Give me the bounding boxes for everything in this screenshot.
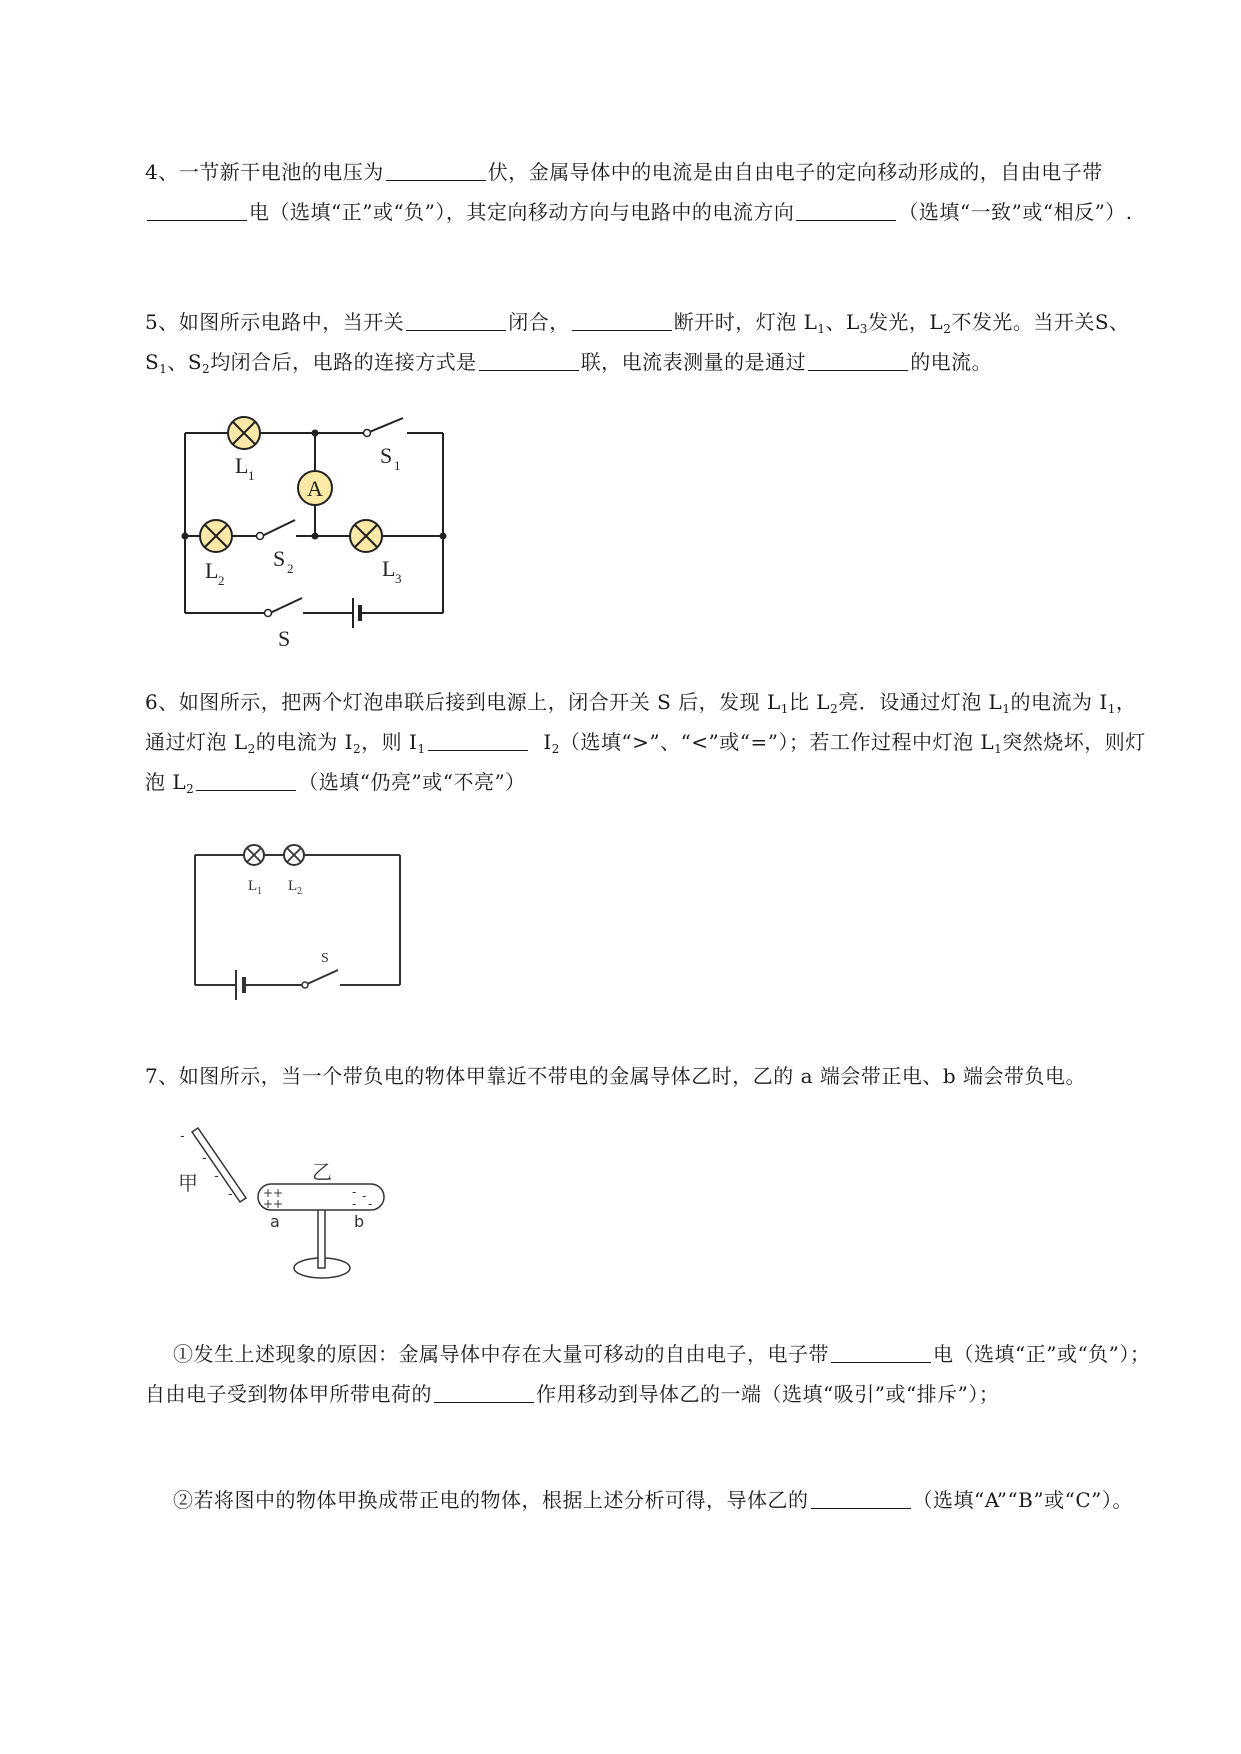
- label-l1: L: [248, 878, 258, 894]
- q7-part2-text: ②若将图中的物体甲换成带正电的物体，根据上述分析可得，导体乙的: [173, 1488, 809, 1512]
- answer-blank[interactable]: [811, 1488, 911, 1509]
- label-l2: L: [205, 558, 219, 583]
- q5-text: 不发光。当开关S、S: [145, 310, 1130, 374]
- q4-text-4: （选填“一致”或“相反”）.: [898, 200, 1133, 224]
- svg-text:A: A: [307, 476, 323, 501]
- label-l2: L: [288, 878, 298, 894]
- label-jia: 甲: [178, 1171, 198, 1195]
- q5-text: 的电流。: [910, 350, 993, 374]
- q6-text: 突然烧坏，则灯泡 L: [145, 730, 1146, 794]
- svg-text:-: -: [214, 1169, 219, 1184]
- label-s: S: [278, 626, 291, 648]
- svg-text:-: -: [180, 1129, 185, 1144]
- q5-text: 、S: [167, 350, 203, 374]
- q5-text: 联，电流表测量的是通过: [580, 350, 807, 374]
- answer-blank[interactable]: [196, 770, 296, 791]
- subscript: 1: [159, 362, 168, 376]
- q6-text: I: [543, 730, 552, 754]
- question-7-part-1: [145, 1334, 1155, 1414]
- subscript: 2: [353, 742, 362, 756]
- label-yi: 乙: [312, 1160, 332, 1184]
- svg-text:-: -: [362, 1189, 367, 1203]
- lamp-l3: [350, 520, 382, 552]
- lamp-l1: [228, 417, 260, 449]
- subscript: 2: [943, 322, 952, 336]
- answer-blank[interactable]: [428, 730, 528, 751]
- circuit-diagram-q6: [180, 835, 420, 1005]
- label-a: a: [270, 1212, 280, 1231]
- answer-blank[interactable]: [434, 1382, 534, 1403]
- lamp-l2: [284, 845, 304, 865]
- svg-text:-: -: [202, 1151, 207, 1166]
- q7-text: 7、如图所示，当一个带负电的物体甲靠近不带电的金属导体乙时，乙的 a 端会带正电、b 端会带负电。: [145, 1064, 1087, 1088]
- answer-blank[interactable]: [572, 310, 672, 331]
- q5-text: 、L: [825, 310, 860, 334]
- subscript: 1: [817, 322, 826, 336]
- svg-text:-: -: [352, 1185, 357, 1199]
- answer-blank[interactable]: [386, 160, 486, 181]
- subscript: 2: [247, 742, 256, 756]
- question-6: [145, 682, 1155, 802]
- q5-text: 断开时，灯泡 L: [673, 310, 818, 334]
- svg-text:-: -: [228, 1187, 233, 1202]
- subscript: 2: [202, 362, 211, 376]
- q6-text: 亮．设通过灯泡 L: [838, 690, 1003, 714]
- q6-text: 6、如图所示，把两个灯泡串联后接到电源上，闭合开关 S 后，发现 L: [145, 690, 781, 714]
- label-s2: S: [273, 546, 286, 571]
- label-sub: 1: [257, 886, 262, 897]
- label-s1: S: [380, 443, 393, 468]
- q7-part2-text: （选填“A”“B”或“C”）。: [912, 1488, 1133, 1512]
- svg-text:+: +: [273, 1186, 284, 1200]
- svg-text:+: +: [273, 1197, 284, 1211]
- lamp-l2: [200, 520, 232, 552]
- answer-blank[interactable]: [796, 200, 896, 221]
- subscript: 2: [830, 702, 839, 716]
- subscript: 1: [780, 702, 789, 716]
- q6-text: ，则 I: [361, 730, 418, 754]
- q6-text: ，通过灯泡 L: [145, 690, 1137, 754]
- label-sub: 3: [395, 571, 402, 586]
- subscript: 1: [417, 742, 426, 756]
- svg-text:+: +: [263, 1197, 274, 1211]
- label-sub: 2: [297, 886, 302, 897]
- q4-text-3: 电（选填“正”或“负”），其定向移动方向与电路中的电流方向: [249, 200, 795, 224]
- svg-text:+: +: [263, 1186, 274, 1200]
- q7-part1-text: ①发生上述现象的原因：金属导体中存在大量可移动的自由电子，电子带: [173, 1342, 829, 1366]
- q5-text: 5、如图所示电路中，当开关: [145, 310, 405, 334]
- q4-text-1: 4、一节新干电池的电压为: [145, 160, 384, 184]
- ammeter-icon: [298, 471, 332, 505]
- q7-part1-text: 电（选填“正”或“负”）；自由电子受到物体甲所带电荷的: [145, 1342, 1151, 1406]
- svg-text:-: -: [368, 1197, 373, 1211]
- label-sub: 2: [218, 573, 225, 588]
- q6-text: 的电流为 I: [255, 730, 354, 754]
- q5-text: 发光，L: [867, 310, 944, 334]
- subscript: 2: [551, 742, 560, 756]
- lamp-l1: [244, 845, 264, 865]
- label-s: S: [321, 951, 329, 966]
- q6-text: 的电流为 I: [1010, 690, 1108, 714]
- label-l3: L: [382, 556, 396, 581]
- q6-text: （选填“仍亮”或“不亮”）: [298, 770, 526, 794]
- answer-blank[interactable]: [406, 310, 506, 331]
- q6-text: （选填“>”、“<”或“=”）；若工作过程中灯泡 L: [559, 730, 995, 754]
- q7-part1-text: 作用移动到导体乙的一端（选填“吸引”或“排斥”）；: [536, 1382, 1000, 1406]
- answer-blank[interactable]: [808, 350, 908, 371]
- question-7: [145, 1056, 1155, 1096]
- answer-blank[interactable]: [479, 350, 579, 371]
- svg-text:-: -: [352, 1197, 357, 1211]
- q5-text: 闭合，: [508, 310, 570, 334]
- q6-text: 比 L: [788, 690, 831, 714]
- q5-text: 均闭合后，电路的连接方式是: [210, 350, 477, 374]
- q4-text-2: 伏，金属导体中的电流是由自由电子的定向移动形成的，自由电子带: [487, 160, 1103, 184]
- subscript: 2: [186, 782, 195, 796]
- answer-blank[interactable]: [831, 1342, 931, 1363]
- question-5: [145, 302, 1155, 382]
- subscript: 1: [994, 742, 1003, 756]
- subscript: 1: [1107, 702, 1116, 716]
- question-7-part-2: [145, 1480, 1155, 1520]
- subscript: 3: [859, 322, 868, 336]
- label-sub: 1: [248, 468, 255, 483]
- label-l1: L: [235, 453, 249, 478]
- circuit-diagram-q5: [170, 408, 470, 648]
- label-sub: 2: [287, 561, 294, 576]
- question-4: [145, 152, 1155, 232]
- subscript: 1: [1002, 702, 1011, 716]
- answer-blank[interactable]: [147, 200, 247, 221]
- induction-diagram-q7: [170, 1118, 410, 1298]
- label-b: b: [354, 1212, 365, 1231]
- label-sub: 1: [394, 458, 401, 473]
